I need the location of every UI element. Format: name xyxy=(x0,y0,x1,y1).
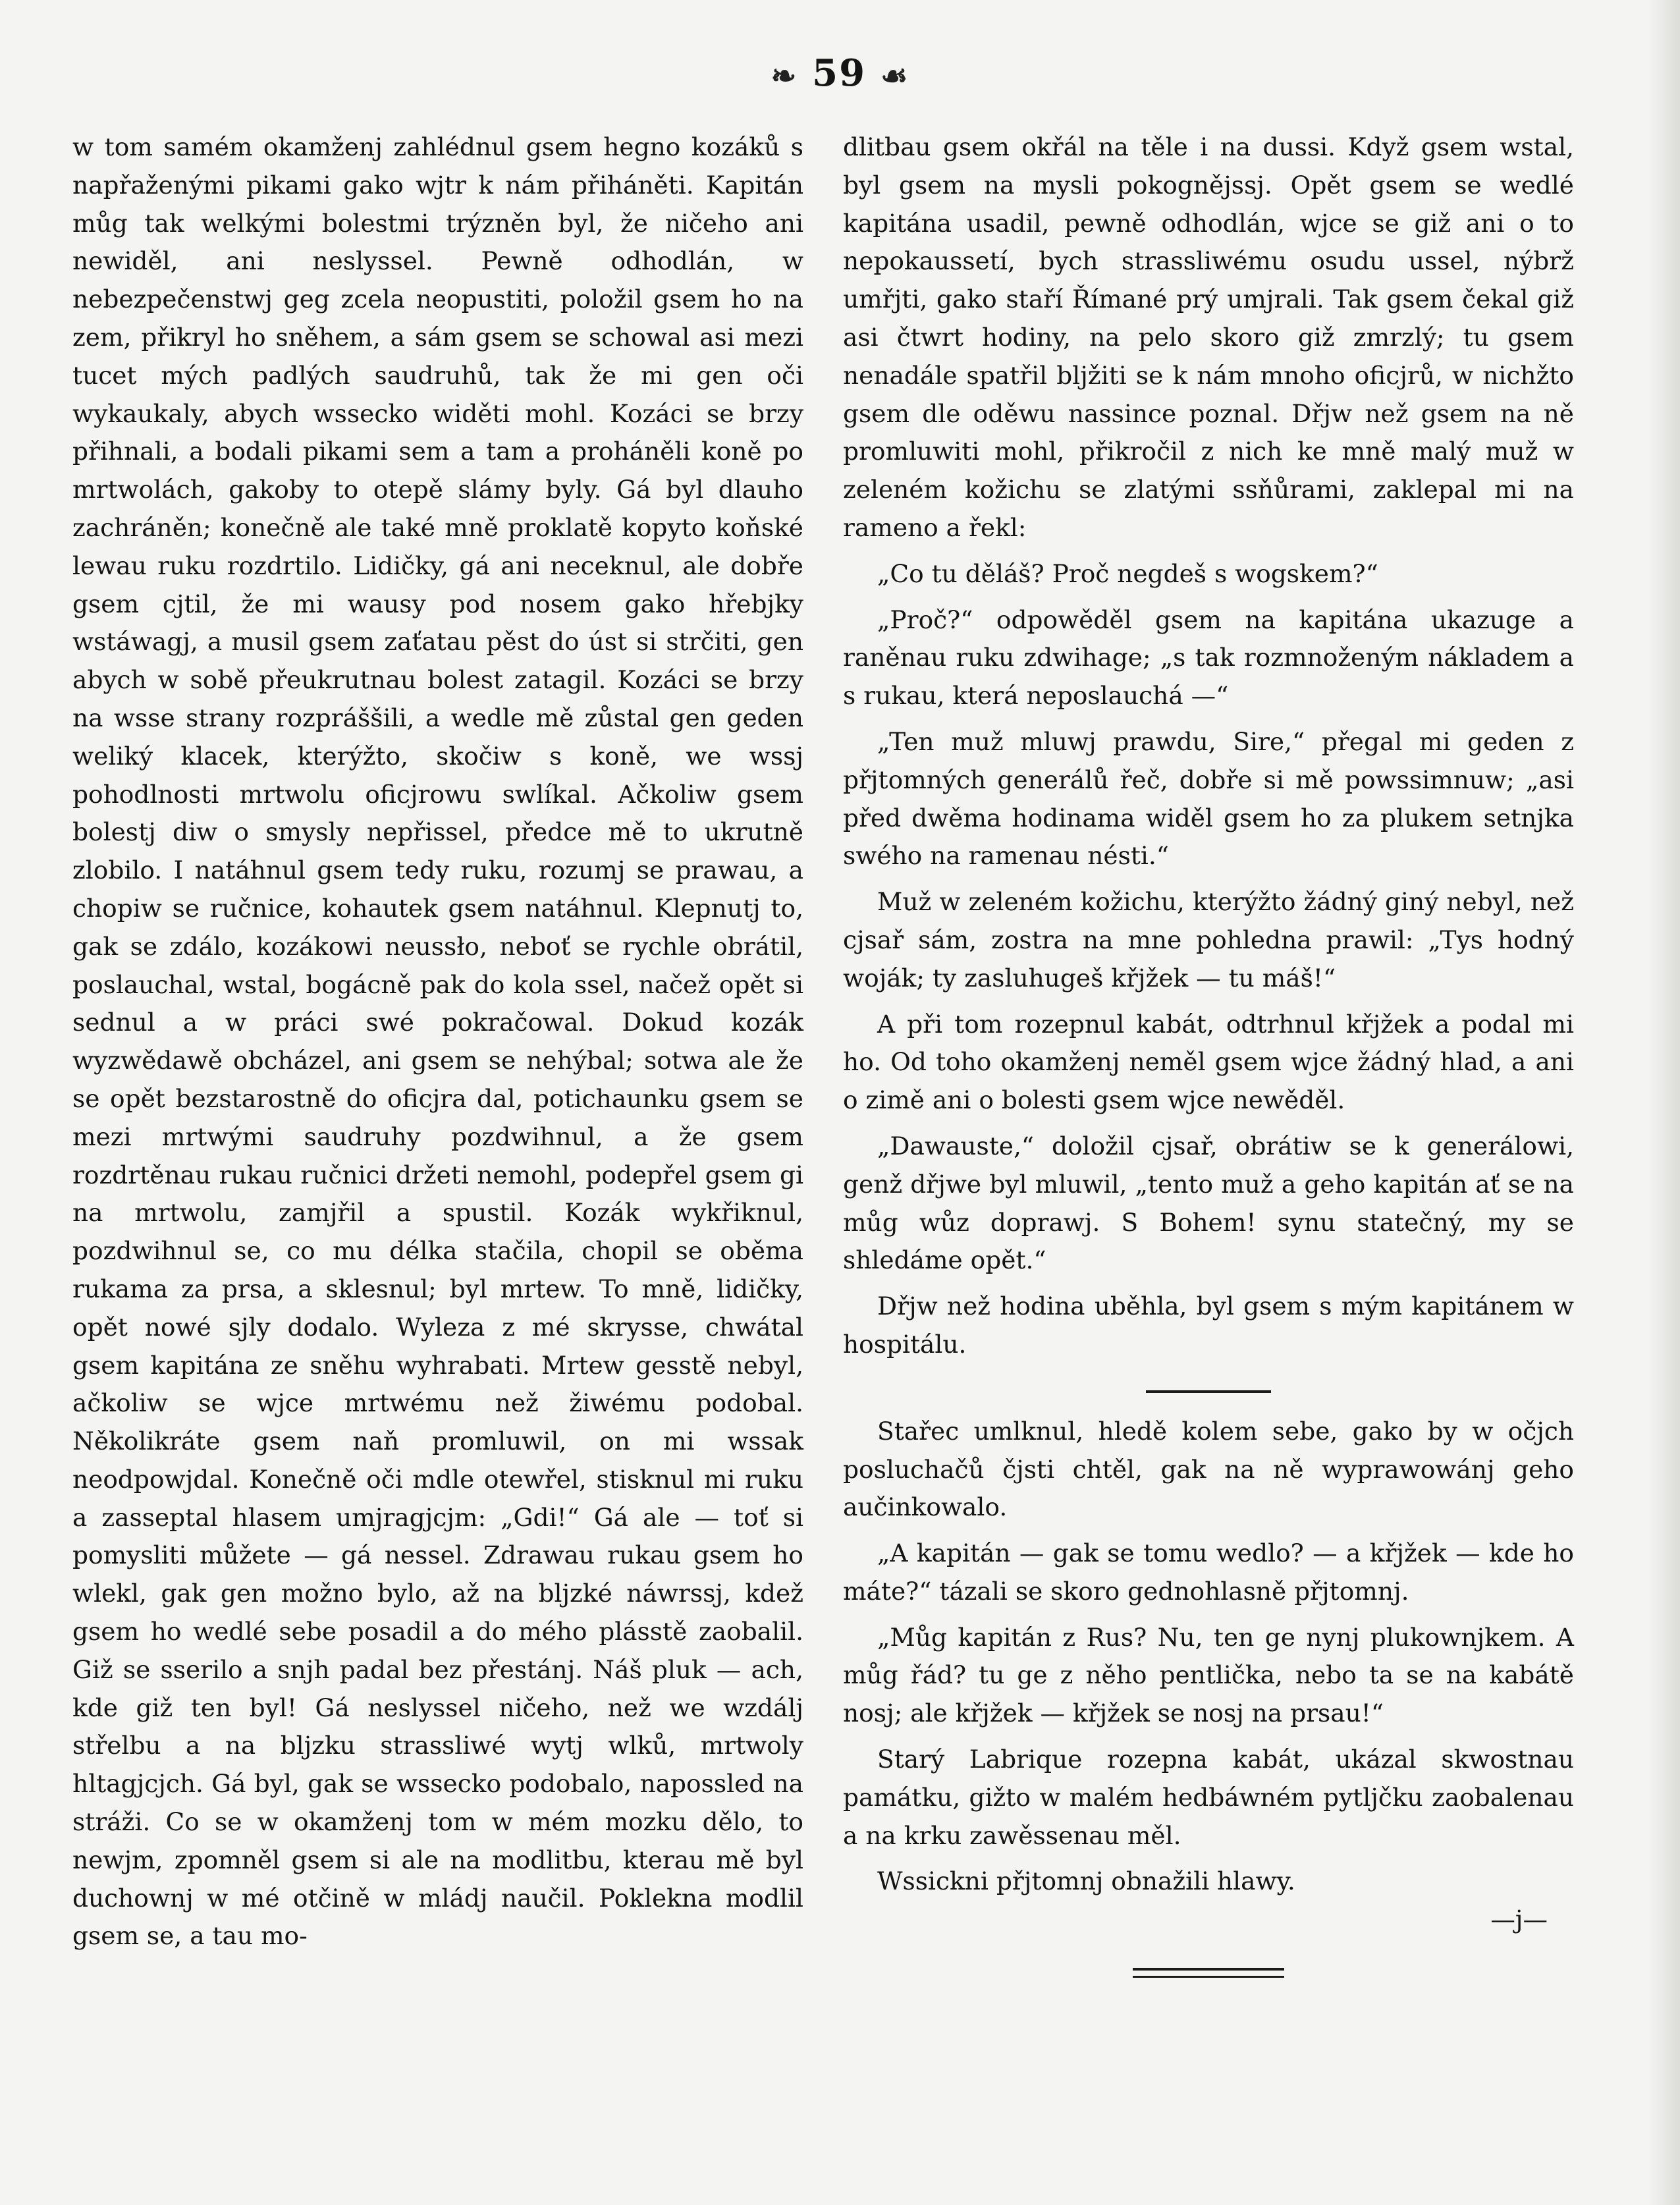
right-column xyxy=(843,128,1574,1978)
paragraph: Wssickni přjtomnj obnažili hlawy. xyxy=(877,1866,1295,1896)
end-divider xyxy=(1133,1968,1284,1978)
left-column xyxy=(72,128,803,1955)
paragraph: „Co tu děláš? Proč negdeš s wogskem?“ xyxy=(877,558,1378,588)
paragraph: „Ten muž mluwj prawdu, Sire,“ přegal mi geden z přjtomných generálů řeč, dobře si mě powssimnuw; „asi před dwěma hodinama widěl gsem ho za plukem setnjka swého na ramenau nésti.“ xyxy=(843,726,1574,871)
page-number: 59 xyxy=(812,51,867,95)
paragraph: A při tom rozepnul kabát, odtrhnul křjžek a podal mi ho. Od toho okamženj neměl gsem wjce žádný hlad, a ani o zimě ani o bolesti gsem wjce newěděl. xyxy=(843,1009,1574,1115)
paragraph: dlitbau gsem okřál na těle i na dussi. Když gsem wstal, byl gsem na mysli pokognějssj. Opět gsem se wedlé kapitána usadil, pewně odhodlán, wjce se giž ani o to nepokaussetí, bych strassliwému osudu ussel, nýbrž umřjti, gako staří Římané prý umjrali. Tak gsem čekal giž asi čtwrt hodiny, na pelo skoro giž zmrzlý; tu gsem nenadále spatřil bljžiti se k nám mnoho oficjrů, w nichžto gsem dle oděwu nassince poznal. Dřjw než gsem na ně promluwiti mohl, přikročil z nich ke mně malý muž w zeleném kožichu se zlatými ssňůrami, zaklepal mi na rameno a řekl: xyxy=(843,132,1574,542)
paragraph: w tom samém okamženj zahlédnul gsem hegno kozáků s napřaženými pikami gako wjtr k nám přiháněti. Kapitán můg tak welkými bolestmi trýzněn byl, že ničeho ani newiděl, ani neslyssel. Pewně odhodlán, w nebezpečenstwj geg zcela neopustiti, položil gsem ho na zem, přikryl ho sněhem, a sám gsem se schowal asi mezi tucet mých padlých saudruhů, tak že mi gen oči wykaukaly, abych wssecko widěti mohl. Kozáci se brzy přihnali, a bodali pikami sem a tam a proháněli koně po mrtwolách, gakoby to otepě slámy byly. Gá byl dlauho zachráněn; konečně ale také mně proklatě kopyto koňské lewau ruku rozdrtilo. Lidičky, gá ani neceknul, ale dobře gsem cjtil, že mi wausy pod nosem gako hřebjky wstáwagj, a musil gsem zaťatau pěst do úst si strčiti, gen abych w sobě přeukrutnau bolest zatagil. Kozáci se brzy na wsse strany rozpráššili, a wedle mě zůstal gen geden weliký klacek, kterýžto, skočiw s koně, we wssj pohodlnosti mrtwolu oficjrowu swlíkal. Ačkoliw gsem bolestj diw o smysly nepřissel, předce mě to ukrutně zlobilo. I natáhnul gsem tedy ruku, rozumj se prawau, a chopiw se ručnice, kohautek gsem natáhnul. Klepnutj to, gak se zdálo, kozákowi neussło, neboť se rychle obrátil, poslauchal, wstal, bogácně pak do kola ssel, načež opět si sednul a w práci swé pokračowal. Dokud kozák wyzwědawě obcházel, ani gsem se nehýbal; sotwa ale že se opět bezstarostně do oficjra dal, potichaunku gsem se mezi mrtwými saudruhy pozdwihnul, a že gsem rozdrtěnau rukau ručnici držeti nemohl, podepřel gsem gi na mrtwolu, zamjřil a spustil. Kozák wykřiknul, pozdwihnul se, co mu délka stačila, chopil se oběma rukama za prsa, a sklesnul; byl mrtew. To mně, lidičky, opět nowé sjly dodalo. Wyleza z mé skrysse, chwátal gsem kapitána ze sněhu wyhrabati. Mrtew gesstě nebyl, ačkoliw se wjce mrtwému než žiwému podobal. Několikráte gsem naň promluwil, on mi wssak neodpowjdal. Konečně oči mdle otewřel, stisknul mi ruku a zasseptal hlasem umjragjcjm: „Gdi!“ Gá ale — toť si pomysliti můžete — gá nessel. Zdrawau rukau gsem ho wlekl, gak gen možno bylo, až na bljzké náwrssj, kdež gsem ho wedlé sebe posadil a do mého plásstě zaobalil. Giž se sserilo a snjh padal bez přestánj. Náš pluk — ach, kde giž ten byl! Gá neslyssel ničeho, než we wzdálj střelbu a na bljzku strassliwé wytj wlků, mrtwoly hltagjcjch. Gá byl, gak se wssecko podobalo, napossled na stráži. Co se w okamženj tom w mém mozku dělo, to newjm, zpomněl gsem si ale na modlitbu, kterau mě byl duchownj w mé otčině w mládj naučil. Poklekna modlil gsem se, a tau mo- xyxy=(72,132,803,1951)
paragraph: „Proč?“ odpowěděl gsem na kapitána ukazuge a raněnau ruku zdwihage; „s tak rozmnoženým nákladem a s rukau, která neposlauchá —“ xyxy=(843,605,1574,711)
page-header xyxy=(0,51,1680,95)
paragraph: Muž w zeleném kožichu, kterýžto žádný giný nebyl, než cjsař sám, zostra na mne pohledna prawil: „Tys hodný woják; ty zasluhugeš křjžek — tu máš!“ xyxy=(843,887,1574,993)
ornament-left-icon: ❧ xyxy=(771,58,798,94)
paragraph: Starý Labrique rozepna kabát, ukázal skwostnau památku, gižto w malém hedbáwném pytljčku zaobalenau a na krku zawěssenau měl. xyxy=(843,1745,1574,1850)
author-signature: —j— xyxy=(1490,1905,1548,1934)
paragraph: „Dawauste,“ doložil cjsař, obrátiw se k generálowi, genž dřjwe byl mluwil, „tento muž a geho kapitán ať se na můg wůz doprawj. S Bohem! synu statečný, my se shledáme opět.“ xyxy=(843,1131,1574,1275)
paragraph: Dřjw než hodina uběhla, byl gsem s mým kapitánem w hospitálu. xyxy=(843,1292,1574,1359)
paragraph: „A kapitán — gak se tomu wedlo? — a křjžek — kde ho máte?“ tázali se skoro gednohlasně přjtomnj. xyxy=(843,1538,1574,1606)
page-edge-shadow xyxy=(1648,0,1680,2205)
paragraph: Stařec umlknul, hledě kolem sebe, gako by w očjch posluchačů čjsti chtěl, gak na ně wyprawowánj geho aučinkowalo. xyxy=(843,1416,1574,1522)
ornament-right-icon: ☙ xyxy=(881,58,909,94)
section-divider xyxy=(1146,1390,1271,1393)
paragraph: „Můg kapitán z Rus? Nu, ten ge nynj plukownjkem. A můg řád? tu ge z něho pentlička, nebo ta se na kabátě nosj; ale křjžek — křjžek se nosj na prsau!“ xyxy=(843,1622,1574,1728)
